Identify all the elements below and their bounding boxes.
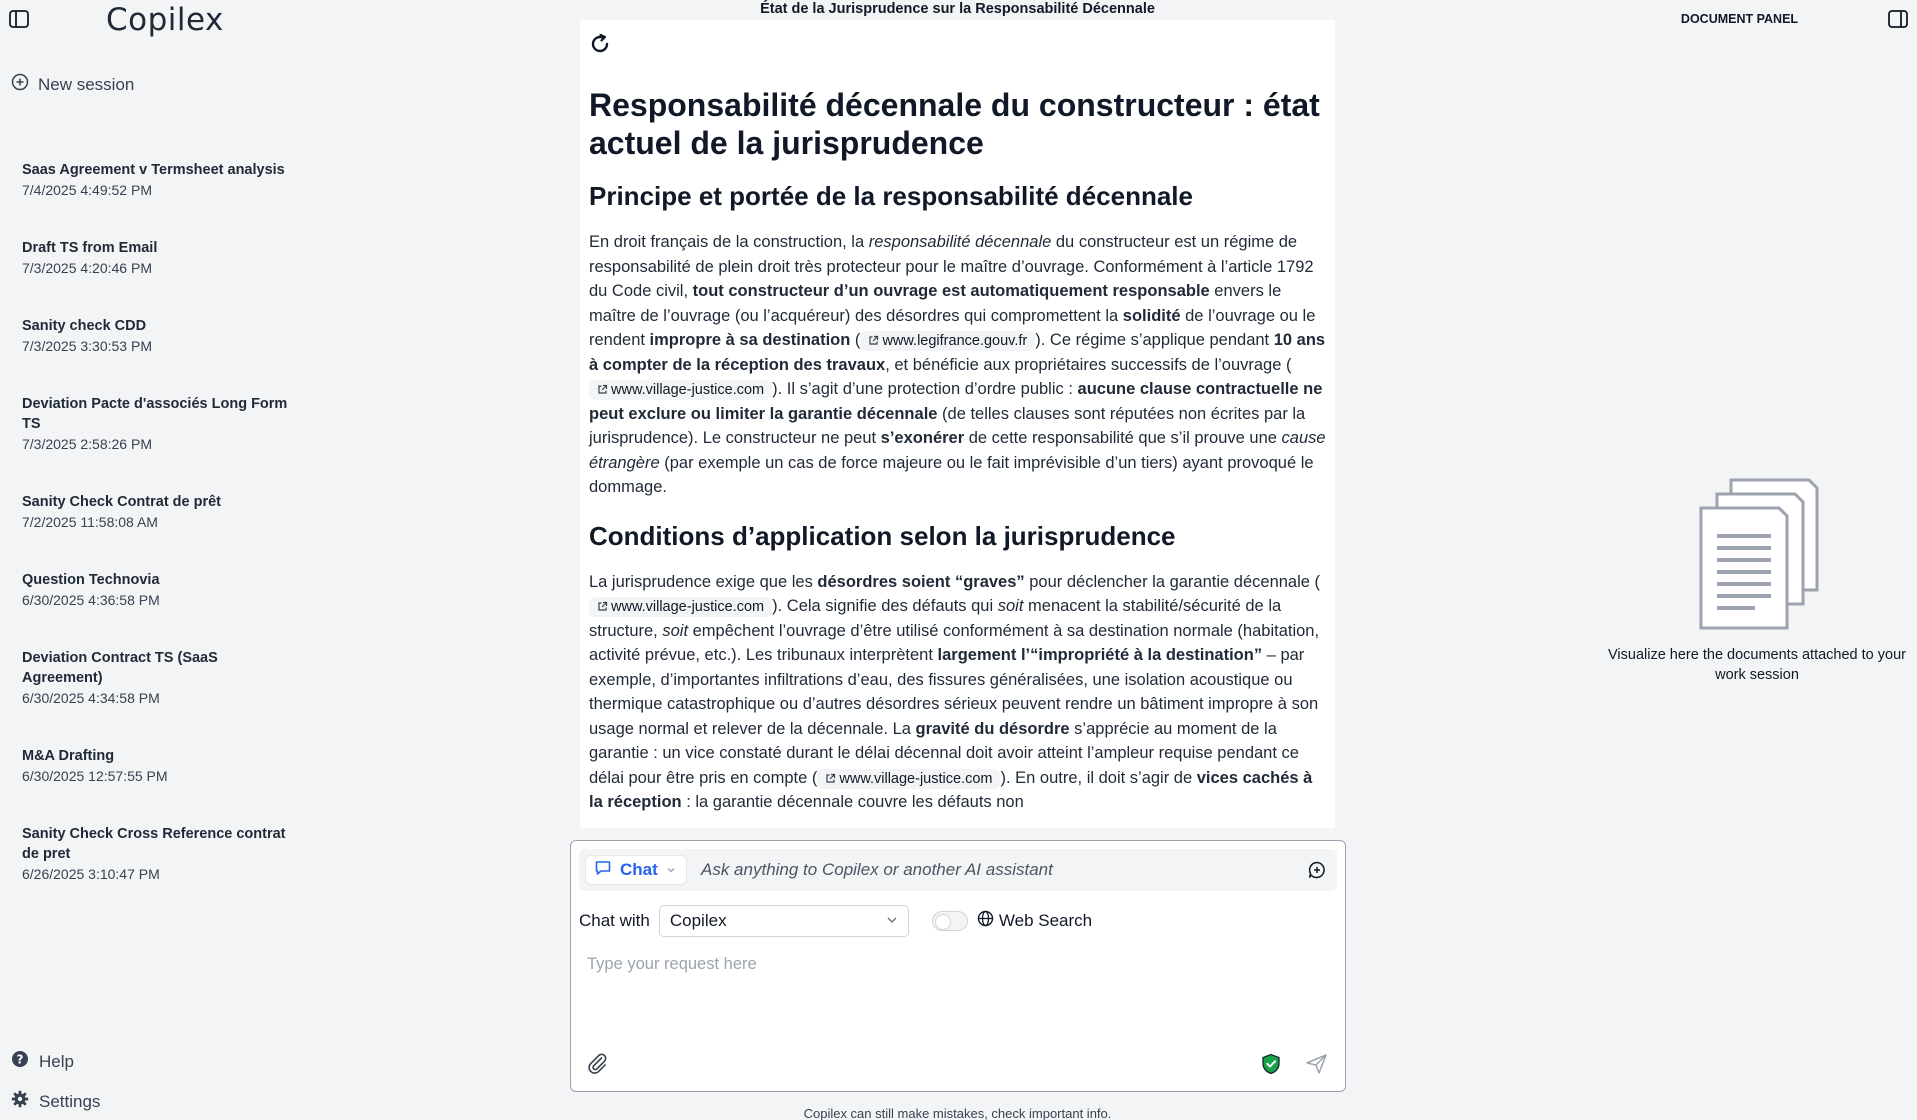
help-icon <box>11 1050 29 1073</box>
assistant-select[interactable] <box>659 905 909 937</box>
minimize-icon[interactable] <box>1317 860 1337 885</box>
send-icon[interactable] <box>1305 1053 1329 1080</box>
web-search-label: Web Search <box>998 911 1093 930</box>
section-heading-conditions: Conditions d’application selon la jurisprudence <box>589 520 1176 551</box>
session-title: Deviation Contract TS (SaaS Agreement) <box>22 650 218 686</box>
globe-icon <box>977 910 994 932</box>
paragraph-conditions: La jurisprudence exige que les désordres soient “graves” pour déclencher la garantie décennale (www.village-justice.com ). Cela signifie des défauts qui soit menacent la stabilité/sécurité de la structure, soit empêchent l’ouvrage d’être utilisé conformément à sa destination normale (habitation, activité prévue, etc.). Les tribunaux interprètent largement l’“impropriété à la destination” – par exemple, d’importantes infiltrations d’eau, des fissures généralisées, une isolation acoustique ou thermique catastrophique ou d’autres désordres sérieux peuvent rendre un bâtiment impropre à son usage normal et relever de la décennale. La gravité du désordre s’apprécie au moment de la garantie : un vice constaté durant le délai décennal doit avoir atteint l’ampleur requise pendant ce délai pour être pris en compte ( www.village-justice.com ). En outre, il doit s’agir de vices cachés à la réception : la garantie décennale couvre les défauts non <box>589 572 1321 811</box>
shield-check-icon <box>1261 1053 1281 1080</box>
app-logo: Copilex <box>106 2 224 38</box>
svg-text:?: ? <box>16 1052 24 1067</box>
session-date: 7/2/2025 11:58:08 AM <box>22 514 158 530</box>
document-panel <box>1597 0 1917 1120</box>
session-item[interactable] <box>22 746 292 786</box>
session-title: Sanity Check Contrat de prêt <box>22 494 222 510</box>
session-item[interactable] <box>22 160 292 200</box>
paragraph-principle: En droit français de la construction, la responsabilité décennale du constructeur est un régime de responsabilité de plein droit très protecteur pour le maître d’ouvrage. Conformément à l’article 1792 du Code civil, tout constructeur d’un ouvrage est automatiquement responsable envers le maître de l’ouvrage (ou l’acquéreur) des désordres qui compromettent la solidité de l’ouvrage ou le rendent impropre à sa destination ( www.legifrance.gouv.fr ). Ce régime s’applique pendant 10 ans à compter de la réception des travaux, et bénéficie aux propriétaires successifs de l’ouvrage (www.village-justice.com ). Il s’agit d’une protection d’ordre public : aucune clause contractuelle ne peut exclure ou limiter la garantie décennale (de telles clauses sont réputées non écrites par la jurisprudence). Le constructeur ne peut s’exonérer de cette responsabilité que s’il prouve une cause étrangère (par exemple un cas de force majeure ou le fait imprévisible d’un tiers) ayant provoqué le dommage. <box>589 233 1326 496</box>
session-item[interactable] <box>22 238 292 278</box>
document-content <box>589 86 1329 828</box>
document-panel-empty-text: Visualize here the documents attached to your work session <box>1608 647 1906 683</box>
chat-mode-label: Chat <box>620 860 658 879</box>
session-title: Sanity Check Cross Reference contrat de pret <box>22 826 286 862</box>
session-title: Deviation Pacte d'associés Long Form TS <box>22 396 288 432</box>
session-date: 7/3/2025 2:58:26 PM <box>22 436 152 452</box>
source-link-chip[interactable]: www.village-justice.com <box>589 380 772 400</box>
session-date: 6/26/2025 3:10:47 PM <box>22 866 160 882</box>
session-title: M&A Drafting <box>22 748 115 764</box>
chevron-down-icon <box>666 860 676 880</box>
session-date: 6/30/2025 4:36:58 PM <box>22 592 160 608</box>
request-input[interactable] <box>587 955 1327 1035</box>
session-date: 7/3/2025 4:20:46 PM <box>22 260 152 276</box>
session-item[interactable] <box>22 492 292 532</box>
source-link-chip[interactable]: www.legifrance.gouv.fr <box>860 331 1035 351</box>
attach-paperclip-icon[interactable] <box>585 1051 609 1080</box>
new-session-button[interactable] <box>11 73 134 96</box>
session-title: Saas Agreement v Termsheet analysis <box>22 162 285 178</box>
sidebar <box>0 0 318 1120</box>
session-item[interactable] <box>22 394 292 454</box>
new-session-label: New session <box>38 74 135 94</box>
session-date: 7/4/2025 4:49:52 PM <box>22 182 152 198</box>
session-date: 6/30/2025 4:34:58 PM <box>22 690 160 706</box>
source-link-chip[interactable]: www.village-justice.com <box>589 597 772 617</box>
source-link-chip[interactable]: www.village-justice.com <box>817 769 1000 789</box>
session-date: 7/3/2025 3:30:53 PM <box>22 338 152 354</box>
session-item[interactable] <box>22 824 292 884</box>
assistant-select-value: Copilex <box>669 911 727 930</box>
document-panel-title: DOCUMENT PANEL <box>1680 12 1799 26</box>
chat-with-label: Chat with <box>579 911 650 930</box>
panel-toggle-icon[interactable] <box>1887 8 1909 35</box>
session-title: Question Technovia <box>22 572 160 588</box>
session-item[interactable] <box>22 570 292 610</box>
chat-toolbar <box>579 849 1337 891</box>
session-item[interactable] <box>22 648 292 708</box>
session-title: Sanity check CDD <box>22 318 147 334</box>
chat-with-row <box>579 905 1092 937</box>
chat-bubble-icon <box>594 859 612 882</box>
web-search-toggle[interactable] <box>932 911 968 931</box>
documents-stack-icon <box>1695 478 1821 635</box>
gear-icon <box>11 1090 29 1113</box>
chat-composer <box>570 840 1346 1092</box>
session-item[interactable] <box>22 316 292 356</box>
sidebar-toggle-icon[interactable] <box>8 8 30 30</box>
session-date: 6/30/2025 12:57:55 PM <box>22 768 168 784</box>
document-view[interactable] <box>580 20 1335 828</box>
settings-button[interactable] <box>11 1090 100 1113</box>
chat-mode-dropdown[interactable] <box>585 855 687 885</box>
refresh-icon[interactable] <box>588 32 612 56</box>
document-header-title: État de la Jurisprudence sur la Responsabilité Décennale <box>760 1 1155 17</box>
section-heading-principle: Principe et portée de la responsabilité décennale <box>589 181 1193 211</box>
help-button[interactable] <box>11 1050 74 1073</box>
ask-prompt[interactable]: Ask anything to Copilex or another AI assistant <box>701 860 1053 879</box>
settings-label: Settings <box>39 1091 101 1111</box>
document-h1: Responsabilité décennale du constructeur : état actuel de la jurisprudence <box>589 87 1320 161</box>
session-list <box>22 160 292 1020</box>
chevron-down-icon <box>886 911 898 931</box>
disclaimer-text: Copilex can still make mistakes, check important info. <box>803 1106 1112 1120</box>
help-label: Help <box>39 1051 74 1071</box>
plus-circle-icon <box>11 73 29 96</box>
session-title: Draft TS from Email <box>22 240 158 256</box>
